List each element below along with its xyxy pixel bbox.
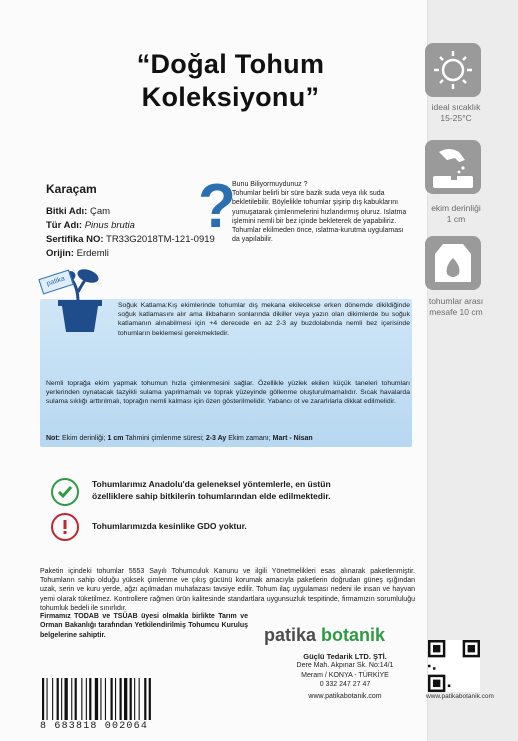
barcode-icon (40, 678, 160, 720)
tradition-statement: Tohumlarımız Anadolu'da geleneksel yöntemlerle, en üstün özelliklere sahip bitkilerin tohumlarından elde edilmektedir. (92, 479, 331, 501)
barcode-number: 8 683818 002064 (40, 721, 149, 732)
brand-logo: patika botanik (264, 625, 386, 645)
company-website[interactable]: www.patikabotanik.com (308, 693, 382, 700)
barcode-bar (71, 678, 72, 720)
seed-spacing-icon (425, 236, 481, 290)
barcode-bar (130, 678, 132, 720)
sun-icon (425, 43, 481, 97)
legal-text: Paketin içindeki tohumlar 5553 Sayılı Tohumculuk Kanunu ve ilgili Yönetmelikleri esas alınarak paketlenmiştir. Tohumların sahip olduğu yüksek çimlenme ve çıkış gücünü korumak amacıyla paketlerin doğrudan güneş ışığından uzak, serin ve kuru yerde, ağzı açılmadan muhafazası tavsiye edilir. Tohum ilaç uygulaması nedeni ile insan ve hayvan yemi olarak tüketilmez. Kontrollere rağmen ürün kalitesinde standartlara uygunsuzluk tespitinde, firmamızın sorumluluğu tohumluk bedeli ile sınırlıdır. (40, 568, 415, 612)
barcode-bar (111, 678, 113, 720)
qr-module (433, 667, 435, 669)
barcode-bar (89, 678, 91, 720)
qr-module (433, 645, 440, 652)
barcode-bar (139, 678, 140, 720)
warning-icon (51, 513, 79, 541)
origin-row: Orijin: Erdemli (46, 248, 109, 259)
barcode-bar (115, 678, 116, 720)
barcode-bar (57, 678, 59, 720)
cold-stratification-text: Soğuk Katlama:Kış ekimlerinde tohumlar dış mekana ekilecekse erken dönemde dikildiğinde soğuk katlamasını alır ama ilkbaharın sonlarında dikiller veya yazın olan dikimlerde bu soğuk katlamanın alınabilmesi için +4 derecede en az 2-3 ay buzdolabında nemli bez içerisinde tohumların beklemesi gerekmektedir. (118, 302, 410, 337)
barcode-bar (95, 678, 98, 720)
certificate-row: Sertifika NO: TR33G2018TM-121-0919 (46, 234, 215, 245)
barcode-bar (75, 678, 77, 720)
sowing-hand-icon (425, 140, 481, 194)
barcode-bar (52, 678, 53, 720)
depth-caption: ekim derinliği 1 cm (431, 203, 481, 224)
moist-soil-text: Nemli toprağa ekim yapmak tohumun hızla çimlenmesini sağlar. Özellikle yüzlek ekilen küçük taneleri tohumları yerlerinden oynatacak tazyikli sulama yapılmamalı ve toprak yüzeyinde göllenme oluşturulmamalıdır. Sıcak havalarda sulama sıklığı arttırılmalı, toprağın nemli kalması için özen gösterilmelidir. Yabancı ot ve zararlılarla dikkat edilmelidir. (46, 380, 410, 406)
qr-code-icon[interactable] (428, 640, 480, 692)
barcode-bar (47, 678, 48, 720)
barcode-bar (144, 678, 146, 720)
barcode-bar (100, 678, 101, 720)
barcode-bar (86, 678, 87, 720)
barcode-bar (124, 678, 127, 720)
company-info: Güçlü Tedarik LTD. ŞTİ. Dere Mah. Akpınar Sk. No:14/1 Meram / KONYA - TÜRKİYE 0 332 247 27 47 (296, 652, 394, 689)
spacing-caption: tohumlar arası mesafe 10 cm (428, 296, 484, 317)
barcode-bar (149, 678, 151, 720)
did-you-know-block: Bunu Biliyormuydunuz ? Tohumlar belirli bir süre bazik suda veya ılık suda bekletilebilir. Böylelikle tohumlar şişirip dış kabuklarını yumuşatarak çimlenmelerini hızlandırmış oluruz. Islatma işlemini nemli bir bez içinde bekleterek de yapabiliriz. Tohumlar ekilmeden önce, ıslatma-kurutma uygulaması da yapılabilir. (232, 181, 407, 244)
collection-title: “Doğal Tohum Koleksiyonu” (136, 49, 325, 112)
plant-name-row: Bitki Adı: Çam (46, 206, 111, 217)
qr-module (433, 680, 440, 687)
barcode-bar (61, 678, 62, 720)
planting-note: Not: Ekim derinliği; 1 cm Tahmini çimlenme süresi; 2-3 Ay Ekim zamanı; Mart - Nisan (46, 435, 313, 442)
barcode-bar (134, 678, 135, 720)
certification-text: Firmamız TODAB ve TSÜAB üyesi olmakla birlikte Tarım ve Orman Bakanlığı tarafından Yetkilendirilmiş Tohumcu Kuruluş belgelerine sahiptir. (40, 613, 248, 639)
qr-module (428, 665, 430, 667)
barcode-bar (65, 678, 68, 720)
qr-module (448, 685, 450, 687)
temp-caption: ideal sıcaklık 15-25°C (431, 102, 481, 123)
barcode-bar (120, 678, 122, 720)
barcode-bar (105, 678, 106, 720)
patika-tag: patika (38, 269, 73, 294)
check-icon (51, 478, 79, 506)
question-mark-icon: ? (198, 172, 236, 241)
qr-caption: www.patikabotanik.com (426, 693, 494, 700)
sprout-pot-icon (44, 262, 114, 332)
barcode-bar (42, 678, 44, 720)
species-heading: Karaçam (46, 182, 97, 196)
gmo-free-statement: Tohumlarımızda kesinlike GDO yoktur. (92, 521, 247, 531)
barcode-bar (81, 678, 82, 720)
qr-module (468, 645, 475, 652)
species-name-row: Tür Adı: Pinus brutia (46, 220, 135, 231)
